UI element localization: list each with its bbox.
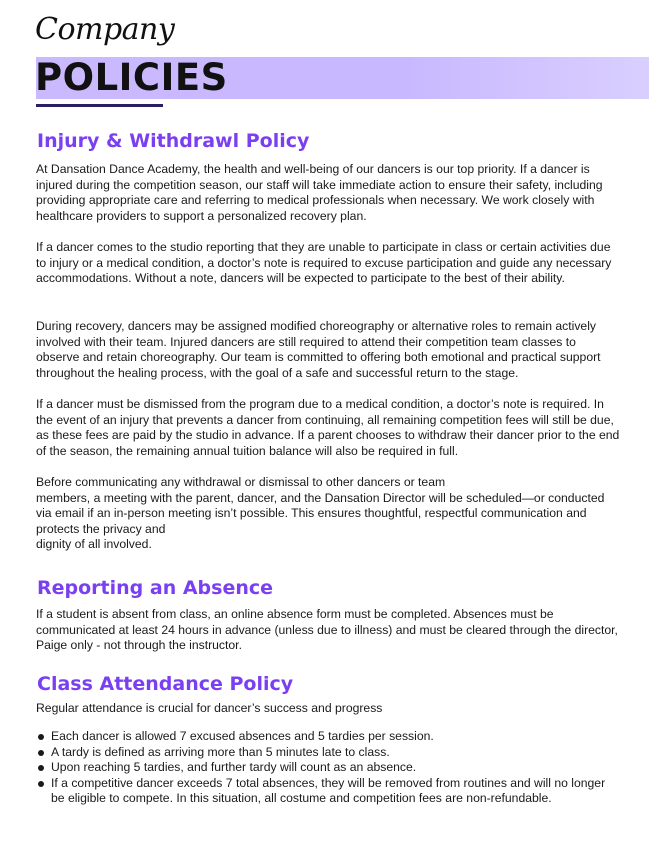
injury-paragraph-5: [36, 475, 621, 553]
list-item: If a competitive dancer exceeds 7 total absences, they will be removed from routines and will no longer be eligible to compete. In this situation, all costume and competition fees are non-refundable.: [36, 776, 621, 807]
attendance-intro: Regular attendance is crucial for dancer’s success and progress: [36, 701, 383, 715]
list-item: A tardy is defined as arriving more than 5 minutes late to class.: [36, 745, 621, 761]
list-item: Upon reaching 5 tardies, and further tardy will count as an absence.: [36, 760, 621, 776]
injury-p5-line1: Before communicating any withdrawal or dismissal to other dancers or team: [36, 475, 446, 489]
injury-paragraph-2: If a dancer comes to the studio reporting that they are unable to participate in class or certain activities due to injury or a medical condition, a doctor’s note is required to excuse participation and guide any necessary accommodations. Without a note, dancers will be expected to participate to the best of their ability.: [36, 240, 612, 286]
injury-p5-line2: members, a meeting with the parent, dancer, and the Dansation Director will be scheduled—or conducted via email if an in-person meeting isn’t possible. This ensures thoughtful, respectful communication and protects the privacy and: [36, 490, 605, 536]
injury-paragraph-1: At Dansation Dance Academy, the health and well-being of our dancers is our top priority. If a dancer is injured during the competition season, our staff will take immediate action to ensure their safety, including providing appropriate care and referring to medical professionals when necessary. We work closely with healthcare providers to support a personalized recovery plan.: [36, 162, 603, 223]
bullet-icon: [38, 765, 44, 771]
attendance-heading: Class Attendance Policy: [37, 673, 294, 695]
bullet-icon: [38, 734, 44, 740]
injury-heading: Injury & Withdrawl Policy: [37, 130, 310, 152]
page-title: POLICIES: [35, 56, 228, 99]
bullet-icon: [38, 781, 44, 787]
title-underline: [36, 104, 163, 107]
attendance-list: [36, 729, 621, 807]
injury-paragraph-4: If a dancer must be dismissed from the program due to a medical condition, a doctor’s note is required. In the event of an injury that prevents a dancer from continuing, all remaining competition fees will still be due, as these fees are paid by the studio in advance. If a parent chooses to withdraw their dancer prior to the end of the season, the remaining annual tuition balance will also be required in full.: [36, 397, 620, 458]
injury-paragraph-3: During recovery, dancers may be assigned modified choreography or alternative roles to remain actively involved with their team. Injured dancers are still required to attend their competition team classes to observe and retain choreography. Our team is committed to offering both emotional and practical support throughout the healing process, with the goal of a safe and successful return to the stage.: [36, 319, 601, 380]
absence-paragraph: If a student is absent from class, an online absence form must be completed. Absences must be communicated at least 24 hours in advance (unless due to illness) and must be cleared through the director, Paige only - not through the instructor.: [36, 607, 618, 653]
bullet-icon: [38, 750, 44, 756]
injury-p5-line3: dignity of all involved.: [36, 537, 152, 552]
absence-heading: Reporting an Absence: [37, 577, 274, 599]
list-item: Each dancer is allowed 7 excused absences and 5 tardies per session.: [36, 729, 621, 745]
script-title: Company: [35, 12, 175, 47]
